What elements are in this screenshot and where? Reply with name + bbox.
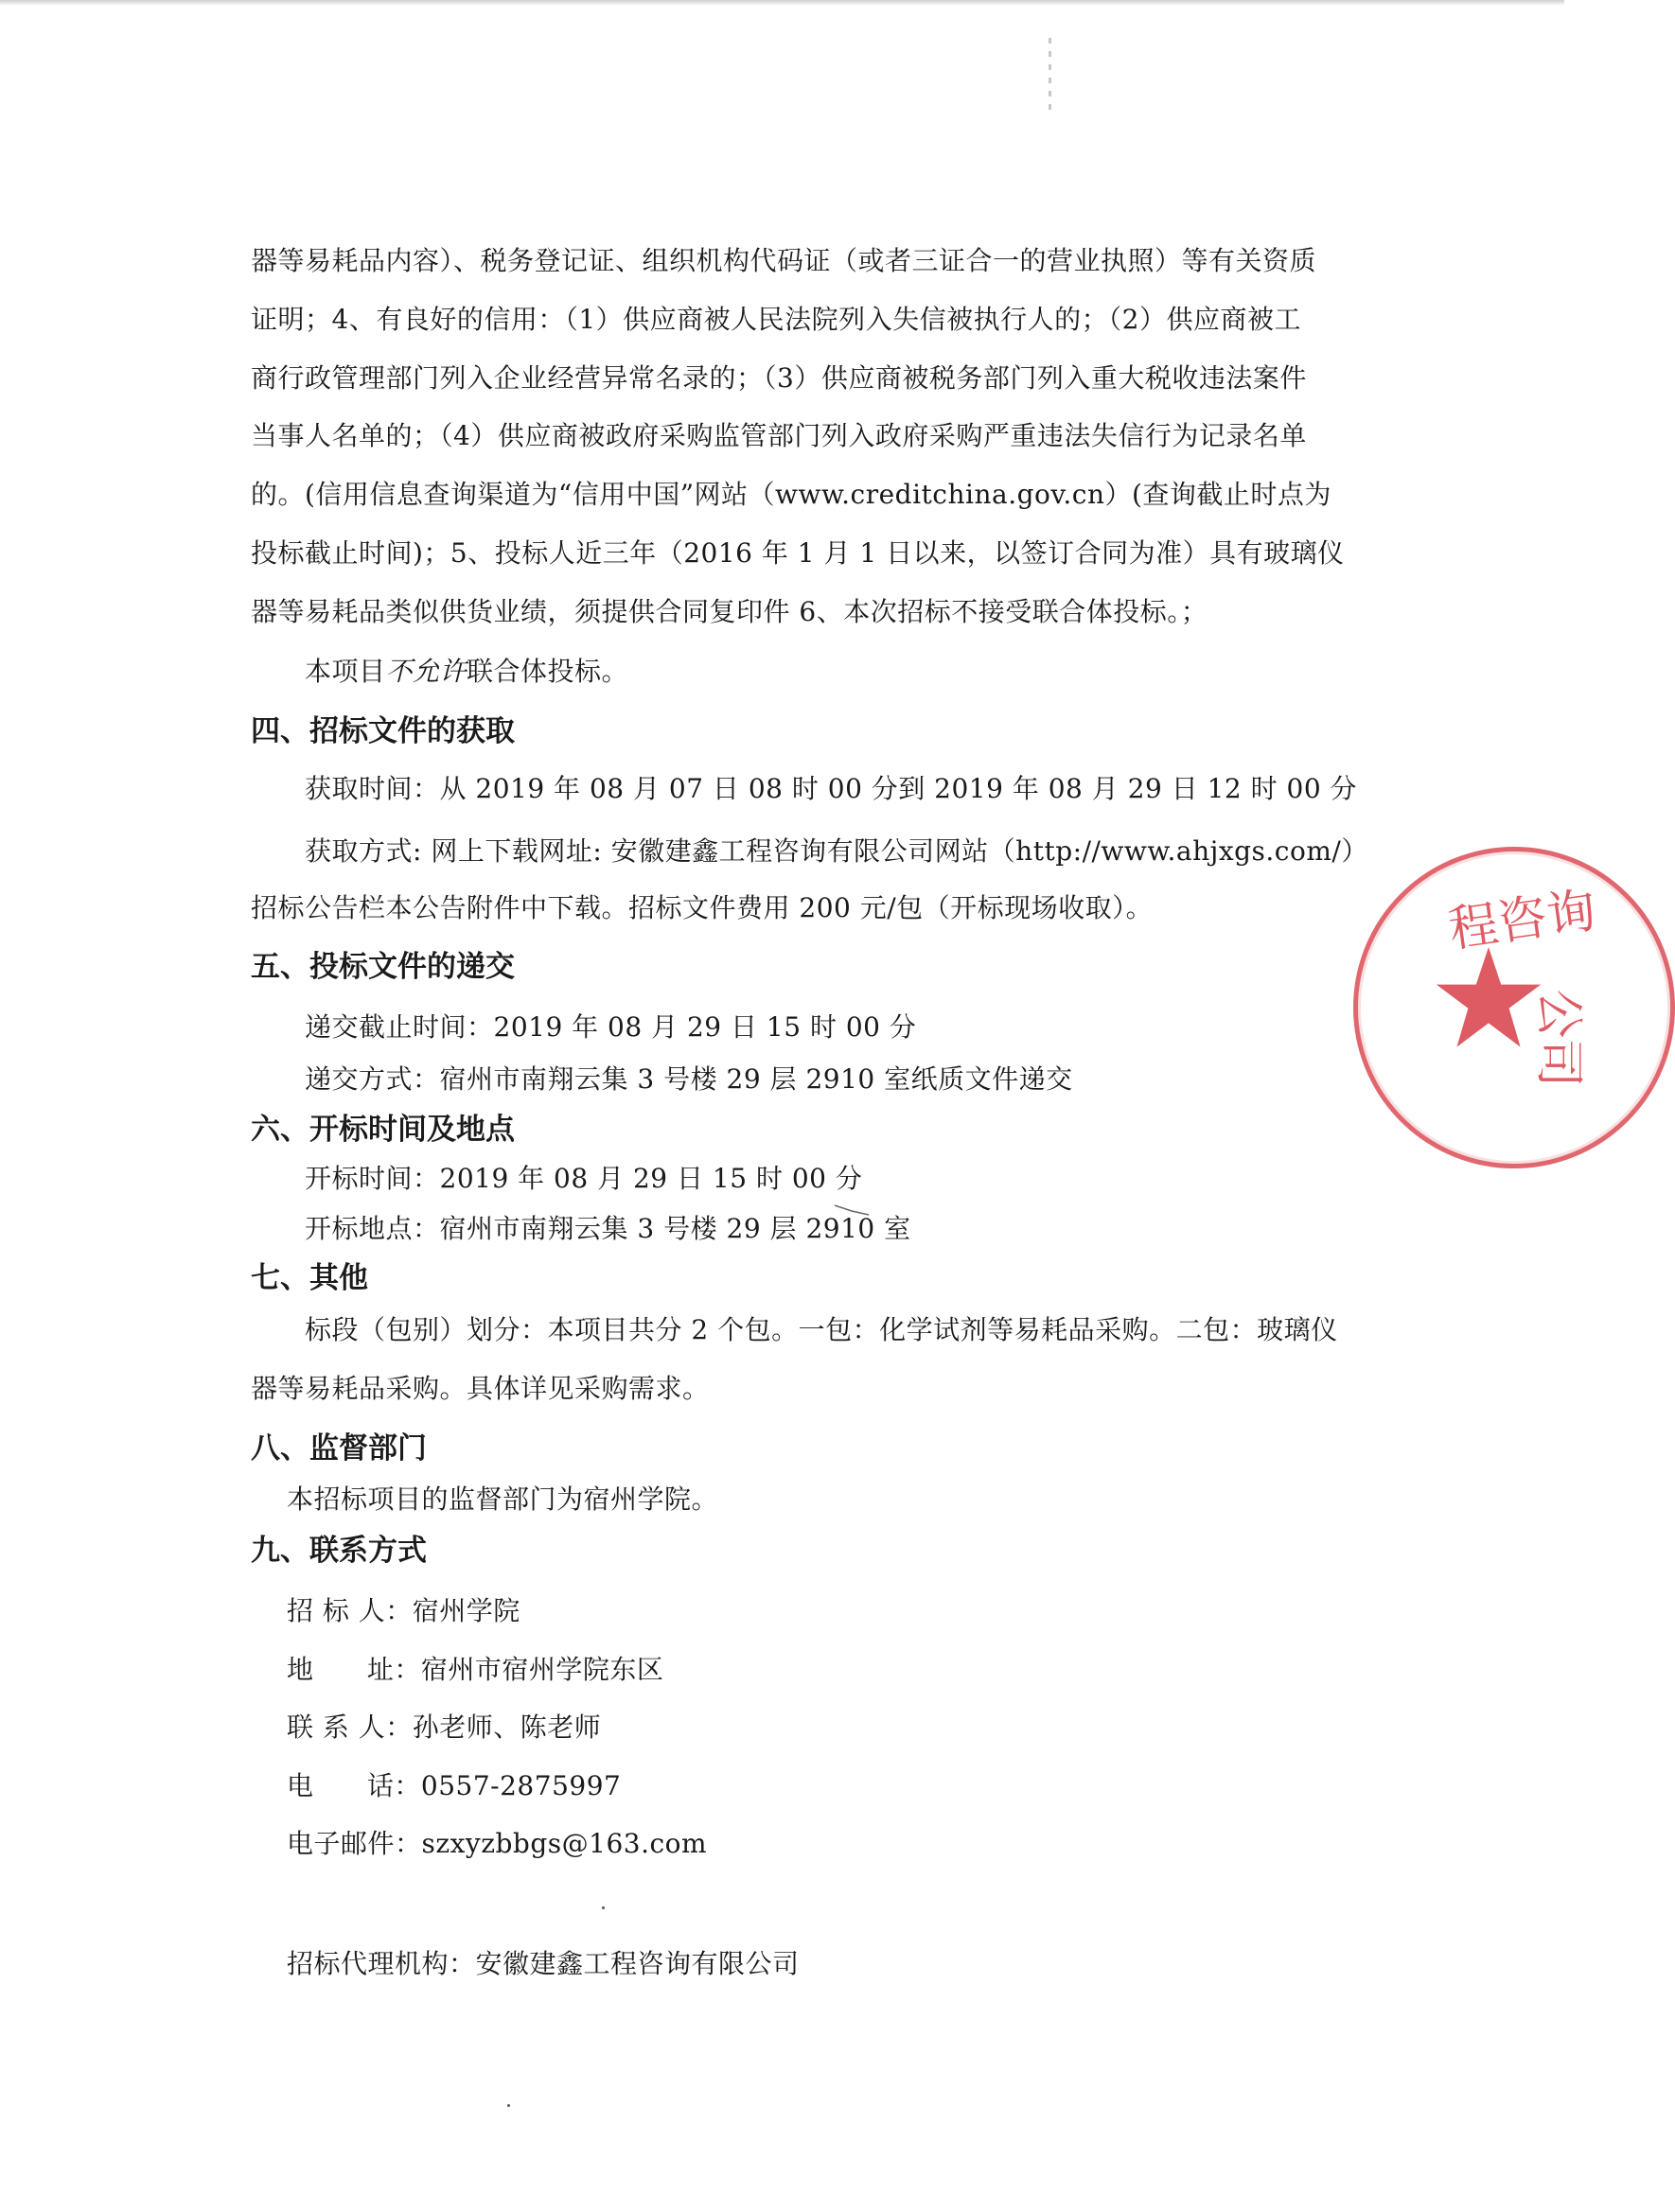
scan-artifact [1049, 38, 1051, 114]
official-seal [1353, 847, 1675, 1168]
scan-speck [602, 1906, 605, 1909]
lots-line: 器等易耗品采购。具体详见采购需求。 [251, 1373, 710, 1404]
contact-person: 联 系 人：孙老师、陈老师 [287, 1712, 602, 1743]
paragraph-line: 商行政管理部门列入企业经营异常名录的；（3）供应商被税务部门列入重大税收违法案件 [251, 362, 1307, 394]
seal-text-top: 程咨询 [1445, 882, 1600, 959]
section-heading: 九、联系方式 [251, 1534, 427, 1568]
consortium-post: 联合体投标。 [467, 656, 629, 687]
supervision-line: 本招标项目的监督部门为宿州学院。 [287, 1483, 719, 1515]
opening-place: 开标地点：宿州市南翔云集 3 号楼 29 层 2910 室 [305, 1213, 911, 1244]
paragraph-line: 证明；4、有良好的信用：（1）供应商被人民法院列入失信被执行人的；（2）供应商被工 [251, 304, 1301, 335]
acquire-time: 获取时间：从 2019 年 08 月 07 日 08 时 00 分到 2019 年 08 月 29 日 12 时 00 分 [305, 773, 1358, 804]
paragraph-line: 器等易耗品类似供货业绩，须提供合同复印件 6、本次招标不接受联合体投标。； [251, 596, 1208, 627]
acquire-method-cont: 招标公告栏本公告附件中下载。招标文件费用 200 元/包（开标现场收取）。 [251, 892, 1154, 923]
contact-email: 电子邮件：szxyzbbgs@163.com [287, 1828, 708, 1859]
consortium-line [305, 655, 1298, 689]
lots-line: 标段（包别）划分：本项目共分 2 个包。一包：化学试剂等易耗品采购。二包：玻璃仪 [305, 1314, 1338, 1345]
contact-tenderer: 招 标 人：宿州学院 [287, 1595, 520, 1626]
section-heading: 六、开标时间及地点 [251, 1113, 515, 1147]
submit-method: 递交方式：宿州市南翔云集 3 号楼 29 层 2910 室纸质文件递交 [305, 1063, 1073, 1095]
section-heading: 五、投标文件的递交 [251, 950, 515, 984]
paragraph-line: 当事人名单的；（4）供应商被政府采购监管部门列入政府采购严重违法失信行为记录名单 [251, 420, 1307, 451]
scan-edge [0, 0, 1564, 6]
consortium-italic: 不允许 [385, 656, 467, 687]
section-heading: 四、招标文件的获取 [251, 714, 515, 748]
paragraph-line: 器等易耗品内容）、税务登记证、组织机构代码证（或者三证合一的营业执照）等有关资质 [251, 245, 1317, 276]
section-heading: 八、监督部门 [251, 1431, 427, 1466]
paragraph-line: 的。(信用信息查询渠道为“信用中国”网站（www.creditchina.gov.cn）(查询截止时点为 [251, 479, 1331, 510]
pen-mark [833, 1202, 871, 1220]
scan-speck [507, 2104, 510, 2107]
contact-phone: 电 话：0557-2875997 [287, 1770, 622, 1801]
submit-deadline: 递交截止时间：2019 年 08 月 29 日 15 时 00 分 [305, 1011, 917, 1043]
acquire-method: 获取方式: 网上下载网址: 安徽建鑫工程咨询有限公司网站（http://www.ahjxgs.com/） [305, 835, 1368, 867]
section-heading: 七、其他 [251, 1261, 368, 1295]
opening-time: 开标时间：2019 年 08 月 29 日 15 时 00 分 [305, 1163, 863, 1194]
consortium-pre: 本项目 [305, 656, 386, 687]
agency-line: 招标代理机构：安徽建鑫工程咨询有限公司 [287, 1948, 800, 1979]
contact-address: 地 址：宿州市宿州学院东区 [287, 1654, 664, 1685]
paragraph-line: 投标截止时间)；5、投标人近三年（2016 年 1 月 1 日以来，以签订合同为准）具有玻璃仪 [251, 537, 1345, 569]
seal-text-side: 公司 [1529, 989, 1587, 1088]
star-icon [1432, 941, 1545, 1055]
